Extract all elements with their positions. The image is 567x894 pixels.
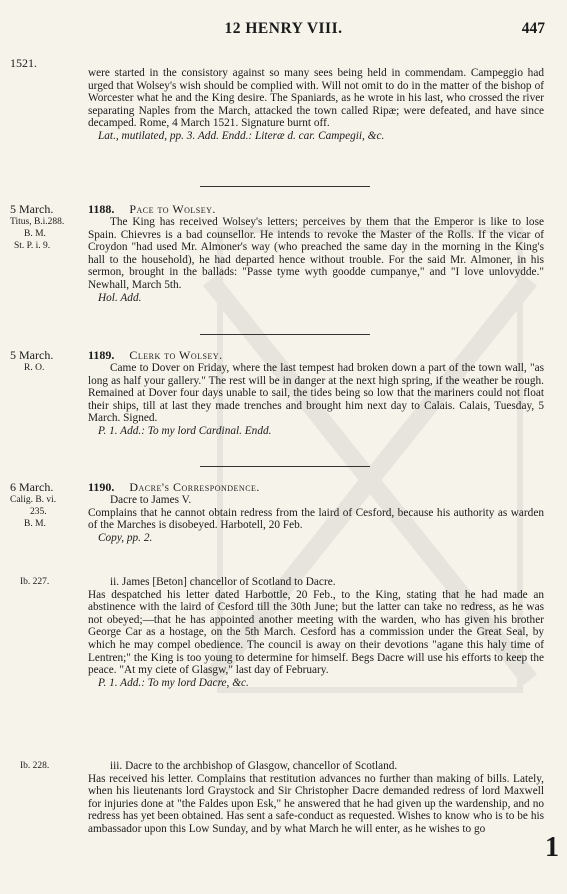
margin-ib-227: [10, 576, 86, 588]
entry-1188: [88, 202, 544, 304]
margin-entry-1189: [10, 348, 86, 374]
entry-note: P. 1. Add.: To my lord Cardinal. Endd.: [98, 424, 272, 437]
entry-number: 1190.: [88, 480, 115, 494]
entry-text: The King has received Wolsey's letters; perceives by them that the Emperor is like to lose Spain. Chievres is a bad counsellor. He intends to revoke the Master of the Rolls. If the vicar of Croydon "had used Mr. Almoner's way (who preached the same day in the morning in the King's hall to the household), he had departed hence without trouble. For the said Mr. Almoner, in his sermon, brought in the ballads: "Passe tyme wyth goodde cumpanye," and "I love unlovydde." Newhall, March 5th.: [88, 216, 544, 291]
entry-note: Copy, pp. 2.: [98, 531, 153, 544]
continuation-block: [88, 67, 544, 143]
entry-number: 1189.: [88, 348, 115, 362]
subentry-heading: ii. James [Beton] chancellor of Scotland to Dacre.: [110, 576, 336, 588]
entry-text: Came to Dover on Friday, where the last tempest had broken down a part of the town wall, "as long as half your gallery." The rest will be in danger at the next high spring, if the weather be rough. Remained at Dover four days unable to sail, the tides being so low that the mariners could not float their ships, till at last they made trenches and brought him next day to Calais. Calais, Tuesday, 5 March. Signed.: [88, 362, 544, 425]
entry-date: 5 March.: [10, 202, 54, 216]
entry-note: Hol. Add.: [98, 291, 142, 304]
margin-entry-1188: [10, 202, 86, 252]
margin-ib-228: [10, 760, 86, 772]
entry-ref: B. M.: [24, 229, 46, 239]
subentry-text: Has received his letter. Complains that restitution advances no further than making of bills. Lately, when his lieutenants lord Graystock and Sir Christopher Dacre demanded redress of lord Maxwell for injuries done at "the Faldes upon Esk," he answered that he had given up the wardenship, and no redress has yet been obtained. Has sent a safe-conduct as requested. Wishes to know who is to be his ambassador upon this Low Sunday, and by what March he will enter, as he wishes to go: [88, 772, 544, 835]
corner-mark: 1: [545, 832, 559, 863]
entry-heading: Pace to Wolsey.: [129, 202, 216, 216]
margin-year: [10, 56, 86, 71]
entry-ref: Calig. B. vi.: [10, 495, 57, 505]
entry-text: Complains that he cannot obtain redress from the laird of Cesford, because his authority as warden of the Marches is disobeyed. Harbotell, 20 Feb.: [88, 506, 544, 532]
continuation-text: were started in the consistory against so many sees being held in commendam. Campeggio had urged that Wolsey's wish should be complied with. Will not omit to do in the matter of the bishop of Worcester what he and the King desire. The Spaniards, as he wrote in his last, who crossed the river separating Naples from the March, attacked the town called Ripæ; were defeated, and have since decamped. Rome, 4 March 1521. Signature burnt off.: [88, 67, 544, 130]
entry-ref: 235.: [30, 507, 47, 517]
subentry-ii: [88, 576, 544, 689]
entry-sub-heading: Dacre to James V.: [110, 494, 192, 506]
divider: [200, 186, 370, 187]
margin-entry-1190: [10, 480, 86, 530]
entry-ref: Titus, B.i.288.: [10, 217, 65, 227]
entry-date: 6 March.: [10, 480, 54, 494]
subentry-iii: [88, 760, 544, 836]
continuation-note: Lat., mutilated, pp. 3. Add. Endd.: Literæ d. car. Campegii, &c.: [98, 129, 385, 142]
subentry-text: Has despatched his letter dated Harbottle, 20 Feb., to the King, stating that he had made an abstinence with the laird of Cesford till the 30th June; but the latter can take no redress, as he was not obeyed;—that he has appointed another meeting with the warden, who has given his brother George Car as a hostage, on the 5th March. Cesford has a commission under the Great Seal, by which he may compel obedience. The council is away on their devotions "agane this haly time of Lentren;" the King is too young to determine for himself. Begs Dacre will use his efforts to keep the peace. "At my ciete of Glasgw," last day of February.: [88, 588, 544, 677]
entry-heading: Dacre's Correspondence.: [129, 480, 260, 494]
subentry-heading: iii. Dacre to the archbishop of Glasgow, chancellor of Scotland.: [110, 760, 398, 772]
subentry-ref: Ib. 228.: [20, 761, 50, 771]
entry-ref: R. O.: [24, 363, 45, 373]
entry-ref: B. M.: [24, 519, 46, 529]
entry-1189: [88, 348, 544, 438]
entry-1190: [88, 480, 544, 544]
year-label: 1521.: [10, 56, 37, 70]
entry-number: 1188.: [88, 202, 115, 216]
running-title: 12 HENRY VIII.: [224, 20, 343, 37]
entry-heading: Clerk to Wolsey.: [129, 348, 223, 362]
running-header: [0, 20, 567, 42]
subentry-note: P. 1. Add.: To my lord Dacre, &c.: [98, 676, 249, 689]
entry-ref: St. P. i. 9.: [14, 241, 51, 251]
divider: [200, 466, 370, 467]
divider: [200, 334, 370, 335]
subentry-ref: Ib. 227.: [20, 577, 50, 587]
page-number: 447: [521, 20, 545, 37]
entry-date: 5 March.: [10, 348, 54, 362]
